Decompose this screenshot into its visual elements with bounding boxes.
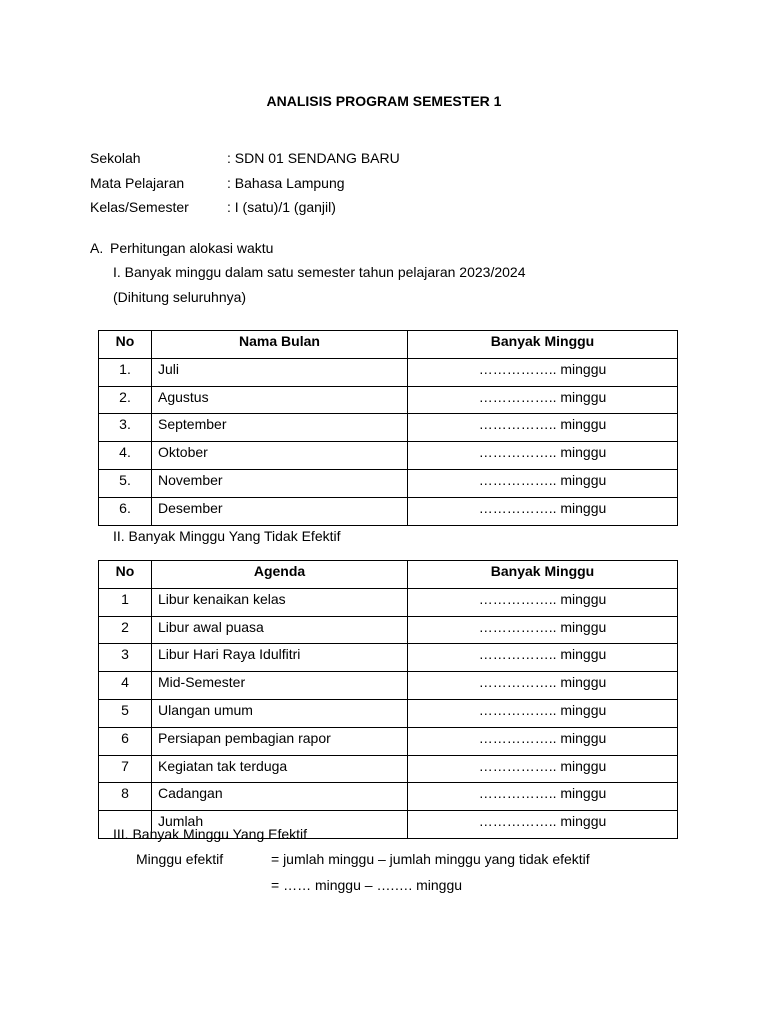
info-value: : I (satu)/1 (ganjil): [227, 199, 336, 215]
table-row: [99, 442, 678, 470]
table-row: [99, 588, 678, 616]
section-a-title: Perhitungan alokasi waktu: [110, 240, 274, 256]
table-row: [99, 644, 678, 672]
table-row: [99, 699, 678, 727]
table-row: [99, 497, 678, 525]
row-label: Libur Hari Raya Idulfitri: [152, 644, 408, 672]
section-i-note: (Dihitung seluruhnya): [113, 289, 247, 305]
row-label: Libur kenaikan kelas: [152, 588, 408, 616]
row-label: November: [152, 469, 408, 497]
row-label: Oktober: [152, 442, 408, 470]
section-a-heading: [90, 239, 273, 257]
table-row: [99, 783, 678, 811]
row-number: 3.: [99, 414, 152, 442]
effective-weeks-formula: = jumlah minggu – jumlah minggu yang tidak efektif: [271, 851, 590, 867]
school-info: [90, 149, 400, 223]
months-table: [98, 330, 678, 526]
row-number: 4.: [99, 442, 152, 470]
header-weeks: Banyak Minggu: [408, 331, 678, 359]
table-header-row: [99, 331, 678, 359]
effective-weeks-calculation: = …… minggu – ….…. minggu: [271, 877, 463, 893]
row-weeks: …………….. minggu: [408, 469, 678, 497]
row-weeks: …………….. minggu: [408, 727, 678, 755]
row-label: Persiapan pembagian rapor: [152, 727, 408, 755]
section-iii-heading: III. Banyak Minggu Yang Efektif: [113, 826, 308, 842]
row-weeks: …………….. minggu: [408, 755, 678, 783]
row-number: 2: [99, 616, 152, 644]
section-a-marker: A.: [90, 240, 104, 256]
table-row: [99, 469, 678, 497]
row-label: Kegiatan tak terduga: [152, 755, 408, 783]
row-label: Cadangan: [152, 783, 408, 811]
row-weeks: …………….. minggu: [408, 442, 678, 470]
section-i-heading: I. Banyak minggu dalam satu semester tahun pelajaran 2023/2024: [113, 264, 526, 280]
row-weeks: …………….. minggu: [408, 497, 678, 525]
row-weeks: …………….. minggu: [408, 358, 678, 386]
table-row: [99, 672, 678, 700]
table-row: [99, 358, 678, 386]
row-weeks: …………….. minggu: [408, 783, 678, 811]
row-number: 6.: [99, 497, 152, 525]
row-number: 5: [99, 699, 152, 727]
table-row: [99, 414, 678, 442]
table-row: [99, 386, 678, 414]
header-weeks: Banyak Minggu: [408, 561, 678, 589]
table-row: [99, 727, 678, 755]
page-title: ANALISIS PROGRAM SEMESTER 1: [266, 93, 502, 109]
row-weeks: …………….. minggu: [408, 414, 678, 442]
row-label: Jumlah: [152, 811, 408, 839]
info-label: Sekolah: [90, 150, 141, 166]
info-value: : Bahasa Lampung: [227, 174, 345, 191]
row-number: 4: [99, 672, 152, 700]
row-label: September: [152, 414, 408, 442]
row-label: Ulangan umum: [152, 699, 408, 727]
info-row-class: [90, 198, 400, 223]
row-weeks: …………….. minggu: [408, 672, 678, 700]
row-number: 5.: [99, 469, 152, 497]
row-weeks: …………….. minggu: [408, 644, 678, 672]
row-label: Mid-Semester: [152, 672, 408, 700]
row-number: 6: [99, 727, 152, 755]
table-header-row: [99, 561, 678, 589]
row-weeks: …………….. minggu: [408, 386, 678, 414]
row-number: 1: [99, 588, 152, 616]
row-label: Desember: [152, 497, 408, 525]
row-weeks: …………….. minggu: [408, 588, 678, 616]
table-row: [99, 755, 678, 783]
row-label: Juli: [152, 358, 408, 386]
row-number: 3: [99, 644, 152, 672]
row-weeks: …………….. minggu: [408, 811, 678, 839]
section-ii-heading: II. Banyak Minggu Yang Tidak Efektif: [113, 528, 341, 544]
row-number: 1.: [99, 358, 152, 386]
row-number: 2.: [99, 386, 152, 414]
row-number: 8: [99, 783, 152, 811]
row-weeks: …………….. minggu: [408, 699, 678, 727]
row-label: Agustus: [152, 386, 408, 414]
non-effective-weeks-table: [98, 560, 678, 839]
header-agenda: Agenda: [152, 561, 408, 589]
info-value: : SDN 01 SENDANG BARU: [227, 150, 400, 166]
info-label: Kelas/Semester: [90, 199, 189, 215]
table-row: [99, 616, 678, 644]
info-row-school: [90, 149, 400, 174]
row-label: Libur awal puasa: [152, 616, 408, 644]
row-weeks: …………….. minggu: [408, 616, 678, 644]
header-month: Nama Bulan: [152, 331, 408, 359]
info-row-subject: [90, 174, 400, 199]
header-no: No: [99, 331, 152, 359]
effective-weeks-label: Minggu efektif: [136, 851, 224, 867]
info-label: Mata Pelajaran: [90, 174, 185, 191]
row-number: 7: [99, 755, 152, 783]
header-no: No: [99, 561, 152, 589]
